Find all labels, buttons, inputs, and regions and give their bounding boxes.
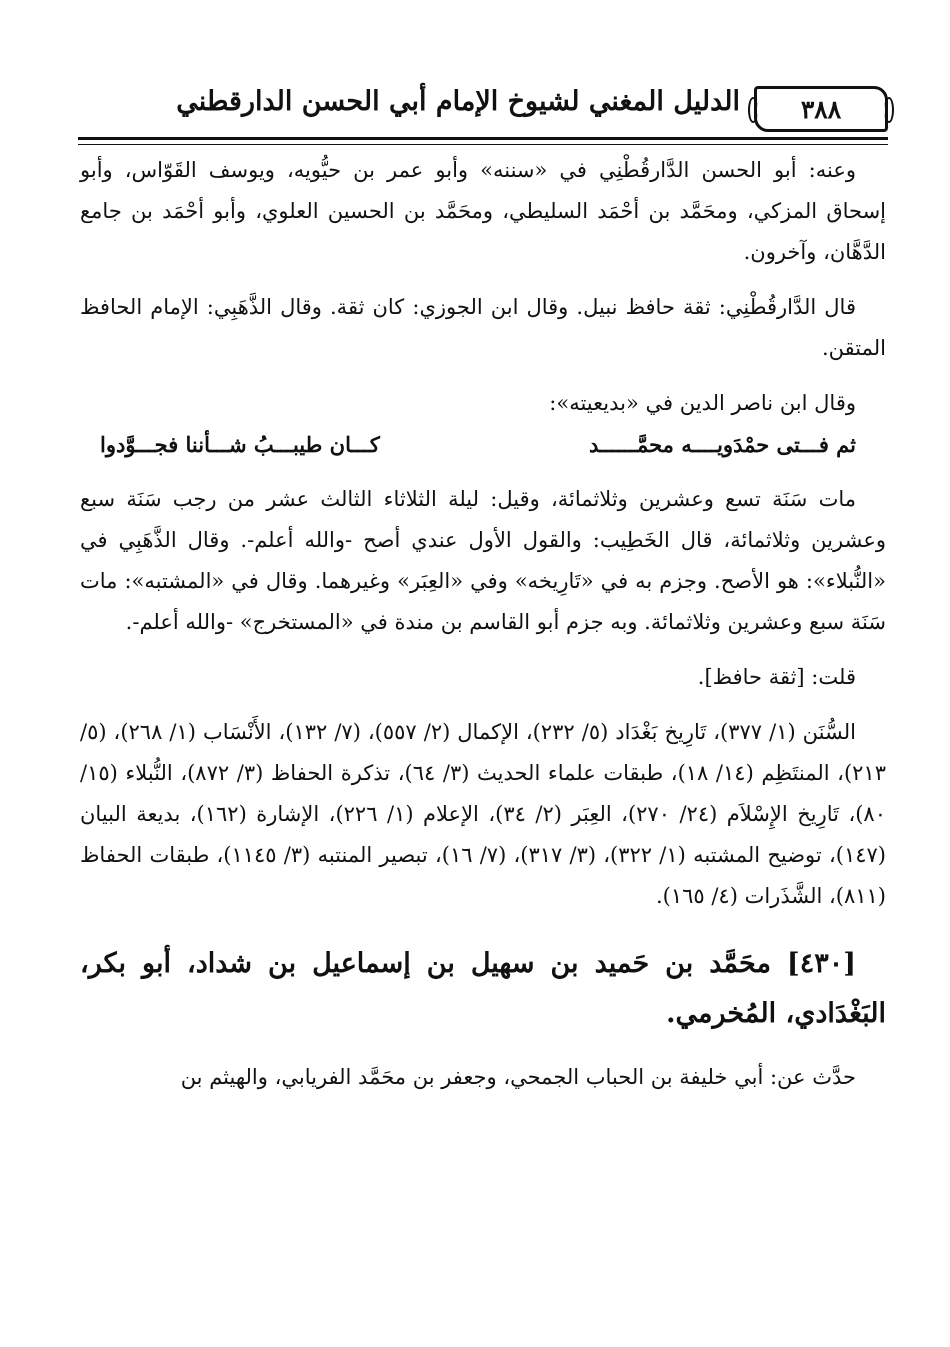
poem-verse-first: ثم فـــتى حمْدَويــــه محمَّــــــد: [589, 432, 856, 457]
paragraph-students: وعنه: أبو الحسن الدَّارقُطْنِي في «سننه» وأبو عمر بن حيُّويه، ويوسف القَوّاس، وأبو إسحاق المزكي، ومحَمَّد بن أحْمَد السليطي، ومحَمَّد بن الحسين العلوي، وأبو أحْمَد بن جامع الدَّهَّان، وآخرون.: [80, 158, 886, 264]
page-number: [754, 86, 888, 132]
page-number-text: ٣٨٨: [800, 94, 842, 124]
running-title: الدليل المغني لشيوخ الإمام أبي الحسن الدارقطني: [176, 86, 740, 117]
verdict-value: [ثقة حافظ].: [697, 665, 805, 689]
header-rule-thin: [78, 144, 888, 145]
paragraph-grading: قال الدَّارقُطْنِي: ثقة حافظ نبيل. وقال ابن الجوزي: كان ثقة. وقال الذَّهَبِي: الإمام الحافظ المتقن.: [80, 295, 886, 360]
entry-heading: [٤٣٠] محَمَّد بن حَميد بن سهيل بن إسماعيل بن شداد، أبو بكر، البَغْدَادي، المُخرمي.: [80, 948, 886, 1029]
page-header: [78, 82, 888, 140]
paragraph-narrated-from: حدَّث عن: أبي خليفة بن الحباب الجمحي، وجعفر بن محَمَّد الفريابي، والهيثم بن: [180, 1065, 856, 1089]
page-body: [80, 150, 886, 1112]
poem-line: [80, 424, 886, 465]
verdict-note: [80, 657, 886, 698]
header-rule: [78, 137, 888, 140]
paragraph-sources: السُّنَن (١/ ٣٧٧)، تَارِيخ بَغْدَاد (٥/ ٢٣٢)، الإكمال (٢/ ٥٥٧)، (٧/ ١٣٢)، الأَنْسَاب (١/ ٢٦٨)، (٥/ ٢١٣)، المنتَظِم (١٤/ ١٨)، طبقات علماء الحديث (٣/ ٦٤)، تذكرة الحفاظ (٣/ ٨٧٢)، النُّبلاء (١٥/ ٨٠)، تَارِيخ الإِسْلاَم (٢٤/ ٢٧٠)، العِبَر (٢/ ٣٤)، الإعلام (١/ ٢٢٦)، الإشارة (١٦٢)، بديعة البيان (١٤٧)، توضيح المشتبه (١/ ٣٢٢)، (٣/ ٣١٧)، (٧/ ١٦)، تبصير المنتبه (٣/ ١١٤٥)، طبقات الحفاظ (٨١١)، الشَّذَرات (٤/ ١٦٥).: [80, 720, 886, 908]
paragraph-death: مات سَنَة تسع وعشرين وثلاثمائة، وقيل: ليلة الثلاثاء الثالث عشر من رجب سَنَة سبع وعشرين وثلاثمائة، قال الخَطِيب: والقول الأول عندي أصح -والله أعلم-. وقال الذَّهَبِي في «النُّبلاء»: هو الأصح. وجزم به في «تَارِيخه» وفي «العِبَر» وغيرهما. وقال في «المشتبه»: مات سَنَة سبع وعشرين وثلاثمائة. وبه جزم أبو القاسم بن مندة في «المستخرج» -والله أعلم-.: [80, 487, 886, 634]
poem-verse-second: كـــان طيبـــبُ شـــأننا فجـــوَّدوا: [100, 432, 380, 457]
poem-intro: وقال ابن ناصر الدين في «بديعيته»:: [549, 391, 856, 415]
verdict-label: قلت:: [804, 665, 856, 689]
